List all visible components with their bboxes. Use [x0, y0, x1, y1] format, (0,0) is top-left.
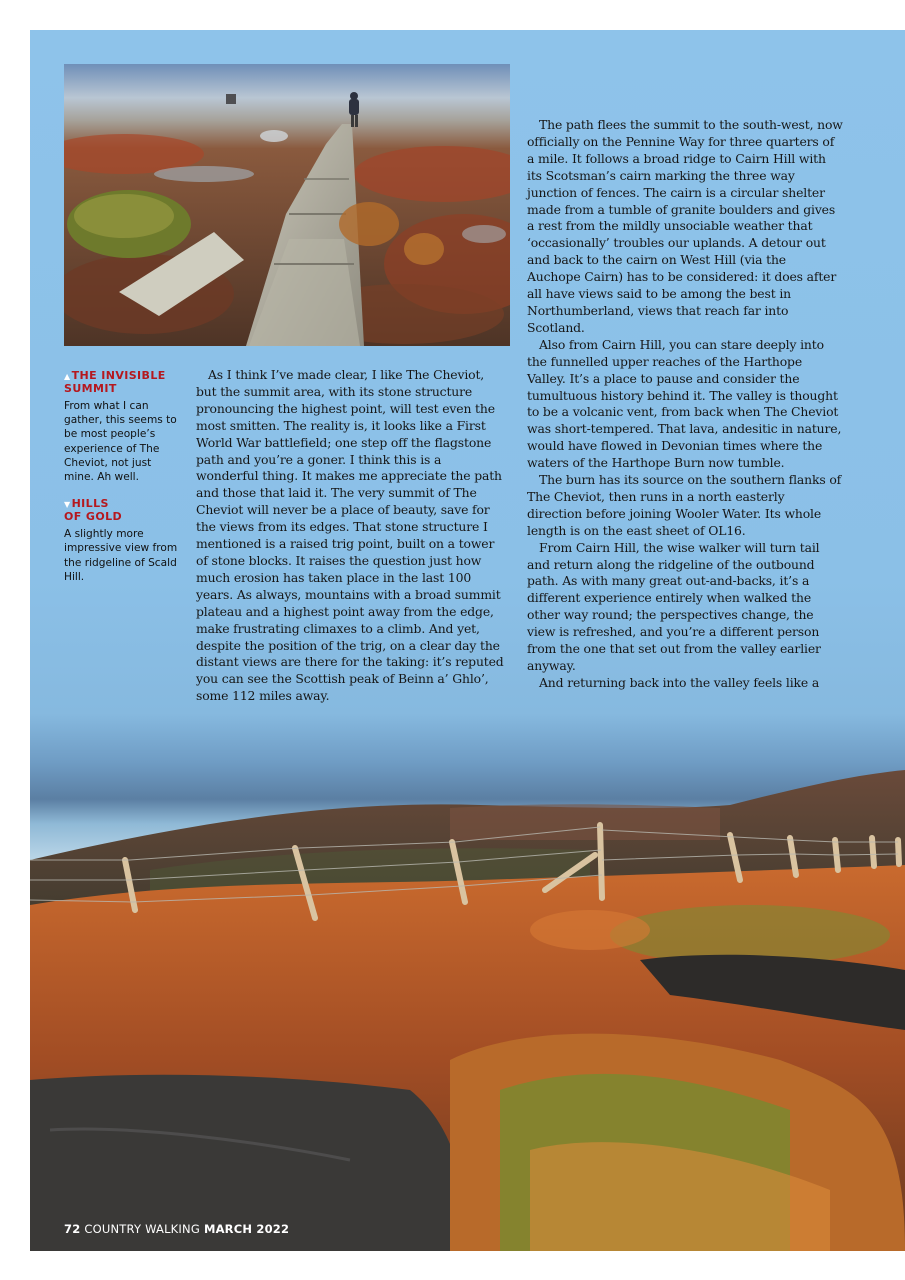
magazine-name: COUNTRY WALKING [84, 1222, 200, 1236]
caption-heading-line: THE INVISIBLE [71, 369, 166, 382]
body-paragraph: The burn has its source on the southern flanks of The Cheviot, then runs in a north easterly direction before joining Wooler Water. Its whole length is on the east sheet of OL16. [527, 472, 842, 538]
page-background-panel [30, 30, 905, 1251]
issue-date: MARCH 2022 [203, 1222, 290, 1236]
caption-heading-line: OF GOLD [64, 510, 123, 524]
caption-body: A slightly more impressive view from the ridgeline of Scald Hill. [64, 528, 178, 583]
ridgeline-landscape-photo [30, 730, 905, 1251]
caption-heading-line: HILLS [71, 497, 109, 511]
summit-path-photo [64, 64, 510, 346]
caption-body: From what I can gather, this seems to be most people’s experience of The Cheviot, not just mine. Ah well. [64, 400, 177, 484]
body-paragraph: The path flees the summit to the south-west, now officially on the Pennine Way for three quarters of a mile. It follows a broad ridge to Cairn Hill with its Scotsman’s cairn marking the three way junction of fences. The cairn is a circular shelter made from a tumble of granite boulders and gives a rest from the mildly unsociable weather that ‘occasionally’ troubles our uplands. A detour out and back to the cairn on West Hill (via the Auchope Cairn) has to be considered: it does after all have views said to be among the best in Northumberland, views that reach far into Scotland. [527, 117, 843, 335]
page-number: 72 [64, 1222, 81, 1236]
body-paragraph: From Cairn Hill, the wise walker will turn tail and return along the ridgeline of the outbound path. As with many great out-and-backs, it’s a different experience entirely when walked the other way round; the perspectives change, the view is refreshed, and you’re a different person from the one that set out from the valley earlier anyway. [527, 539, 821, 673]
body-column-left [196, 367, 506, 705]
summit-path-illustration [64, 64, 510, 346]
body-column-right [527, 117, 843, 692]
body-paragraph: As I think I’ve made clear, I like The Cheviot, but the summit area, with its stone structure pronouncing the highest point, will test even the most smitten. The reality is, it looks like a First World War battlefield; one step off the flagstone path and you’re a goner. I think this is a wonderful thing. It makes me appreciate the path and those that laid it. The very summit of The Cheviot will never be a place of beauty, save for the views from its edges. That stone structure I mentioned is a raised trig point, built on a tower of stone blocks. It raises the question just how much erosion has taken place in the last 100 years. As always, mountains with a broad summit plateau and a highest point away from the edge, make frustrating climaxes to a climb. And yet, despite the position of the trig, on a clear day the distant views are there for the taking: it’s reputed you can see the Scottish peak of Beinn a’ Ghlo’, some 112 miles away. [196, 367, 504, 704]
caption-column [64, 370, 182, 598]
arrow-up-icon: ▲ [64, 372, 71, 381]
caption-heading [64, 370, 182, 395]
body-paragraph: And returning back into the valley feels like a [539, 674, 820, 690]
arrow-down-icon: ▼ [64, 500, 71, 510]
ridgeline-landscape-illustration [30, 730, 905, 1251]
caption-heading-line: SUMMIT [64, 382, 117, 395]
page-folio [64, 1222, 289, 1236]
body-paragraph: Also from Cairn Hill, you can stare deeply into the funnelled upper reaches of the Harthope Valley. It’s a place to pause and consider the tumultuous history behind it. The valley is thought to be a volcanic vent, from back when The Cheviot was short-tempered. That lava, andesitic in nature, would have flowed in Devonian times where the waters of the Harthope Burn now tumble. [527, 336, 842, 471]
caption-heading [64, 498, 182, 523]
